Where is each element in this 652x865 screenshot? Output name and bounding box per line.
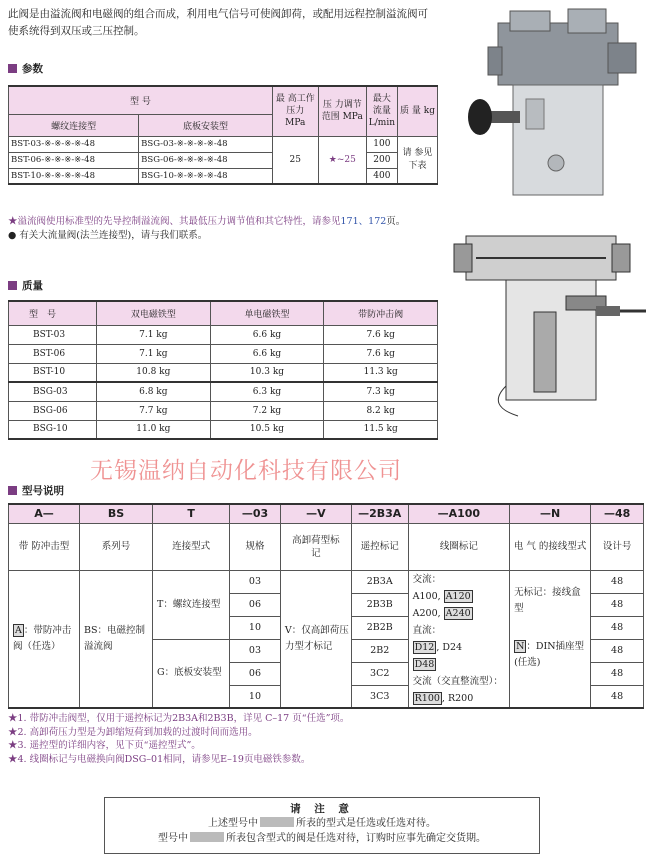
code-remote: 3C2 [351,662,408,685]
code-desc-a [9,570,80,708]
mass-row-model: BST-10 [9,363,97,382]
code-wiring-options [510,570,591,708]
option-a-box: A [15,624,22,636]
company-watermark: 无锡温纳自动化科技有限公司 [90,458,402,484]
mass-cell: 10.3 kg [210,363,324,382]
mass-cell: 6.8 kg [97,382,211,401]
mass-h-model: 型 号 [9,301,97,325]
wire-n [514,639,588,671]
code-part-a: A— [9,504,80,523]
code-label-coil: 线圈标记 [408,523,509,570]
star-note-text-a: ★溢流阀使用标准型的先导控制溢流阀、其最低压力调节值和其它特性，请参见 [8,216,341,227]
code-size: 06 [230,662,281,685]
h-plate: 底板安装型 [139,114,273,136]
wire-n-text: ：DIN插座型(任选) [514,640,585,668]
code-remote: 2B3A [351,570,408,593]
coil-dc-label: 直流： [412,624,442,636]
mass-cell: 7.1 kg [97,325,211,344]
code-part-t: T [153,504,230,523]
coil-r100: R100 [414,692,440,704]
mass-row-model: BSG-03 [9,382,97,401]
mass-h-double: 双电磁铁型 [97,301,211,325]
coil-a240: A240 [445,607,471,619]
coil-ac-values-2: A200, A240 [412,607,471,619]
gray-box-icon [260,817,294,827]
mass-cell: 7.2 kg [210,401,324,420]
code-label-remote: 遥控标记 [351,523,408,570]
code-remote: 2B2 [351,639,408,662]
code-size: 03 [230,639,281,662]
section-marker-icon [8,281,17,290]
code-size: 10 [230,685,281,708]
mass-cell: 8.2 kg [324,401,438,420]
mass-cell: 11.3 kg [324,363,438,382]
code-desc-t: T：螺纹连接型 [153,570,230,639]
mass-h-shock: 带防冲击阀 [324,301,438,325]
mass-cell: 6.6 kg [210,344,324,363]
mass-cell: 7.6 kg [324,325,438,344]
param-pressure: 25 [272,136,318,184]
star-note-text-b: 页。 [386,216,406,227]
code-label-connection: 连接型式 [153,523,230,570]
code-label-series: 系列号 [80,523,153,570]
coil-dc-values-2 [413,656,507,673]
footnote-3: ★3. 遥控型的详细内容，见下页“遥控型式”。 [8,740,201,751]
wire-none: 无标记：接线盒型 [514,586,581,614]
param-screw-2: BST-10-※-※-※-※-48 [9,168,139,184]
attention-line-2 [105,831,539,846]
h-flow: 最大流量 L/min [366,86,397,136]
mass-row-model: BST-06 [9,344,97,363]
params-heading-label: 参数 [22,63,43,75]
coil-a100: A100 [412,590,438,602]
mass-cell: 11.5 kg [324,420,438,439]
mass-cell: 11.0 kg [97,420,211,439]
mass-table [8,300,438,440]
param-screw-0: BST-03-※-※-※-※-48 [9,136,139,152]
code-design: 48 [591,616,644,639]
h-adjust: 压 力调节范围 MPa [318,86,366,136]
coil-acdc-values: R100 , R200 [414,692,474,704]
code-design: 48 [591,685,644,708]
gray-box-icon [190,832,224,842]
param-flow-0: 100 [366,136,397,152]
code-heading [8,484,64,498]
mass-cell: 10.5 kg [210,420,324,439]
code-coil-options [408,570,509,708]
code-design: 48 [591,593,644,616]
footnotes [8,712,608,766]
params-table [8,85,438,185]
code-size: 06 [230,593,281,616]
mass-cell: 6.6 kg [210,325,324,344]
page-ref-link[interactable]: 171、172 [340,216,387,227]
code-design: 48 [591,570,644,593]
code-label-wiring: 电 气 的接线型式 [510,523,591,570]
mass-row-model: BSG-06 [9,401,97,420]
footnote-2: ★2. 高卸荷压力型是为卸缩短荷到加载的过渡时间而选用。 [8,726,258,738]
code-desc-bs: BS：电磁控制溢流阀 [80,570,153,708]
attention-line-1a: 上述型号中 [208,818,258,829]
attention-line-1b: 所表的型式是任选或任选对待。 [296,818,436,829]
intro-text: 此阀是由溢流阀和电磁阀的组合而成，利用电气信号可使阀卸荷，或配用远程控制溢流阀可使系统得到双压或三压控制。 [8,8,428,37]
mass-h-single: 单电磁铁型 [210,301,324,325]
coil-d24: D24 [442,641,463,653]
footnote-4: ★4. 线圈标记与电磁换向阀DSG–01相同，请参见E–19页电磁铁参数。 [8,753,311,765]
mass-row-model: BSG-10 [9,420,97,439]
code-part-bs: BS [80,504,153,523]
coil-a120: A120 [445,590,471,602]
param-mass-ref: 请 参见下表 [398,136,438,184]
code-desc-g: G：底板安装型 [153,639,230,708]
option-a-text: ：带防冲击阀（任选） [13,624,72,652]
code-part-v: —V [280,504,351,523]
param-plate-1: BSG-06-※-※-※-※-48 [139,152,273,168]
code-heading-label: 型号说明 [22,485,64,497]
h-mass: 质 量 kg [398,86,438,136]
code-design: 48 [591,639,644,662]
param-adjust: ★~25 [318,136,366,184]
h-max-pressure: 最 高工作压力 MPa [272,86,318,136]
mass-cell: 10.8 kg [97,363,211,382]
params-heading [8,62,43,76]
params-notes [8,215,448,243]
code-part-remote: —2B3A [351,504,408,523]
mass-row-model: BST-03 [9,325,97,344]
valve-photo [458,3,644,209]
coil-ac-values: A100, A120 [412,590,471,602]
code-desc-v: V：仅高卸荷压力型才标记 [280,570,351,708]
code-part-n: —N [510,504,591,523]
section-marker-icon [8,64,17,73]
code-label-high-unload: 高卸荷型标 记 [280,523,351,570]
attention-line-1 [105,816,539,831]
wire-n-box: N [516,640,525,652]
code-size: 10 [230,616,281,639]
attention-box [104,797,540,854]
code-remote: 2B2B [351,616,408,639]
code-remote: 2B3B [351,593,408,616]
param-flow-2: 400 [366,168,397,184]
coil-d48: D48 [414,658,435,670]
mass-cell: 7.1 kg [97,344,211,363]
coil-r200: R200 [447,692,474,704]
code-part-coil: —A100 [408,504,509,523]
coil-acdc-label: 交流（交直整流型）： [412,675,503,687]
code-remote: 3C3 [351,685,408,708]
params-star-note [8,215,448,229]
mass-cell: 7.6 kg [324,344,438,363]
coil-a200: A200 [412,607,438,619]
section-marker-icon [8,486,17,495]
mass-cell: 7.7 kg [97,401,211,420]
attention-title: 请 注 意 [290,803,354,815]
coil-ac-label: 交流： [412,573,442,585]
model-code-table [8,503,644,709]
code-label-shock: 带 防冲击型 [9,523,80,570]
mass-heading-label: 质量 [22,280,43,292]
param-plate-2: BSG-10-※-※-※-※-48 [139,168,273,184]
footnote-1: ★1. 带防冲击阀型，仅用于遥控标记为2B3A和2B3B，详见 C–17 页“任选”项。 [8,713,350,724]
attention-line-2a: 型号中 [158,833,188,844]
code-label-design: 设计号 [591,523,644,570]
code-label-size: 规格 [230,523,281,570]
attention-line-2b: 所表包含型式的阀是任选对待，订购时应事先确定交货期。 [226,833,486,844]
param-flow-1: 200 [366,152,397,168]
mass-heading [8,279,43,293]
coil-d12: D12 [414,641,435,653]
valve-section-drawing [446,216,652,426]
h-screw: 螺纹连接型 [9,114,139,136]
mass-cell: 6.3 kg [210,382,324,401]
code-part-design: —48 [591,504,644,523]
h-model: 型 号 [9,86,273,114]
code-part-size: —03 [230,504,281,523]
params-dot-note: ● 有关大流量阀(法兰连接型)，请与我们联系。 [8,230,208,241]
param-screw-1: BST-06-※-※-※-※-48 [9,152,139,168]
code-size: 03 [230,570,281,593]
coil-dc-values: D12 , D24 [414,641,463,653]
code-design: 48 [591,662,644,685]
param-plate-0: BSG-03-※-※-※-※-48 [139,136,273,152]
mass-cell: 7.3 kg [324,382,438,401]
